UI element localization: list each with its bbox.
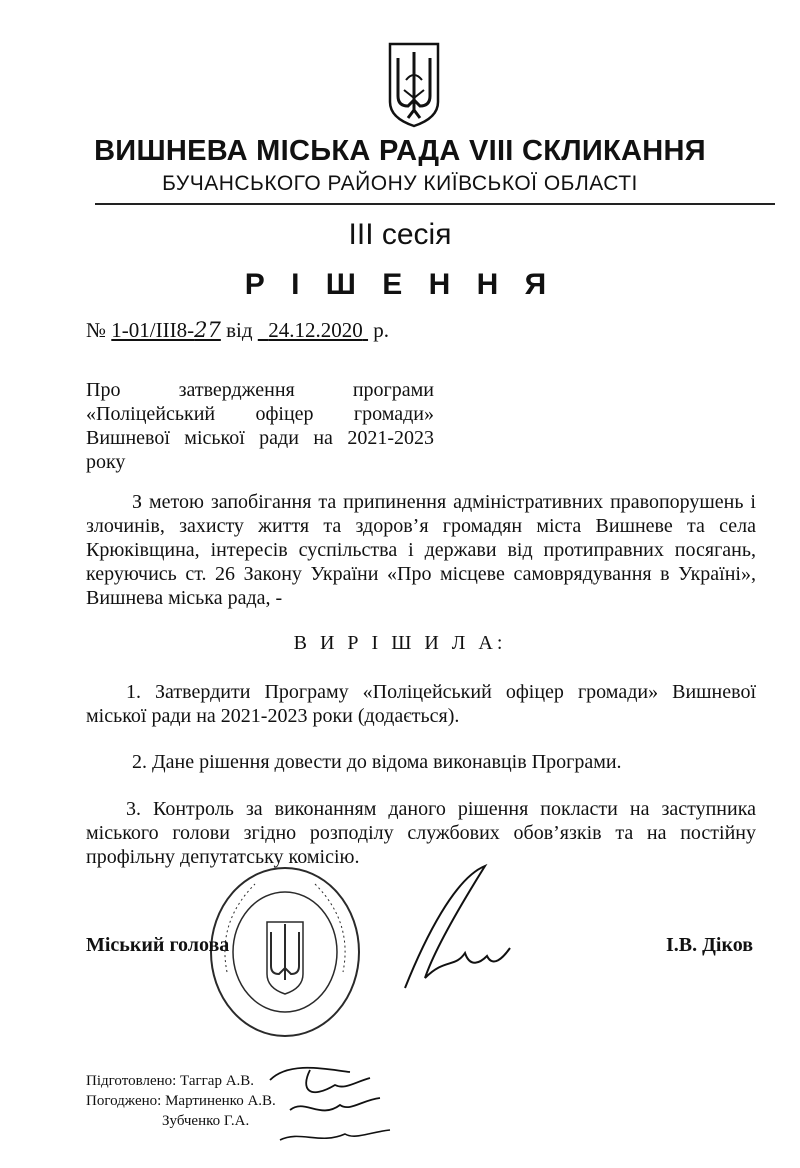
decision-item-1: 1. Затвердити Програму «Поліцейський офіцер громади» Вишневої міської ради на 2021-2023 роки (додається).	[86, 681, 756, 727]
decision-date: 24.12.2020	[268, 318, 363, 342]
from-label: від	[226, 318, 253, 342]
decision-number	[111, 318, 221, 342]
prepared-by: Підготовлено: Таггар А.В.	[86, 1073, 255, 1089]
resolved-heading: В И Р І Ш И Л А:	[293, 632, 507, 654]
number-sign: №	[86, 318, 107, 342]
agreed-by: Погоджено: Мартиненко А.В.	[86, 1093, 276, 1109]
trident-emblem-icon	[386, 40, 442, 130]
signatory-title: Міський голова	[86, 934, 230, 956]
document-type: Р І Ш Е Н Н Я	[244, 268, 556, 301]
subject-line: року	[86, 451, 126, 473]
decision-number-handwritten: 27	[194, 318, 221, 342]
mayor-signature	[395, 858, 515, 998]
session-title: III сесія	[348, 218, 452, 251]
subject-line: Вишневої міської ради на 2021-2023	[86, 427, 434, 449]
subject-block	[86, 378, 434, 474]
agreed-by-2: Зубченко Г.А.	[162, 1113, 250, 1129]
header-divider	[95, 203, 775, 205]
preamble-paragraph: З метою запобігання та припинення адміністративних правопорушень і злочинів, захисту життя та здоров’я громадян міста Вишневе та села Крюківщина, інтересів суспільства і держави від протиправних посягань, керуючись ст. 26 Закону України «Про місцеве самоврядування в Україні», Вишнева міська рада, -	[86, 491, 756, 609]
decision-item-2: 2. Дане рішення довести до відома виконавців Програми.	[132, 751, 622, 773]
decision-number-prefix: 1-01/III8-	[111, 318, 195, 342]
organization-title: ВИШНЕВА МІСЬКА РАДА VIII СКЛИКАННЯ	[94, 135, 706, 167]
subject-line: «Поліцейський офіцер громади»	[86, 403, 434, 425]
signatory-name: І.В. Діков	[666, 934, 754, 956]
subject-line: Про затвердження програми	[86, 379, 434, 401]
decision-number-line	[86, 318, 389, 343]
year-suffix: р.	[373, 318, 390, 342]
district-subtitle: БУЧАНСЬКОГО РАЙОНУ КИЇВСЬКОЇ ОБЛАСТІ	[162, 172, 638, 195]
decision-item-3: 3. Контроль за виконанням даного рішення покласти на заступника міського голови згідно розподілу службових обов’язків та на постійну профільну депутатську комісію.	[86, 798, 756, 868]
